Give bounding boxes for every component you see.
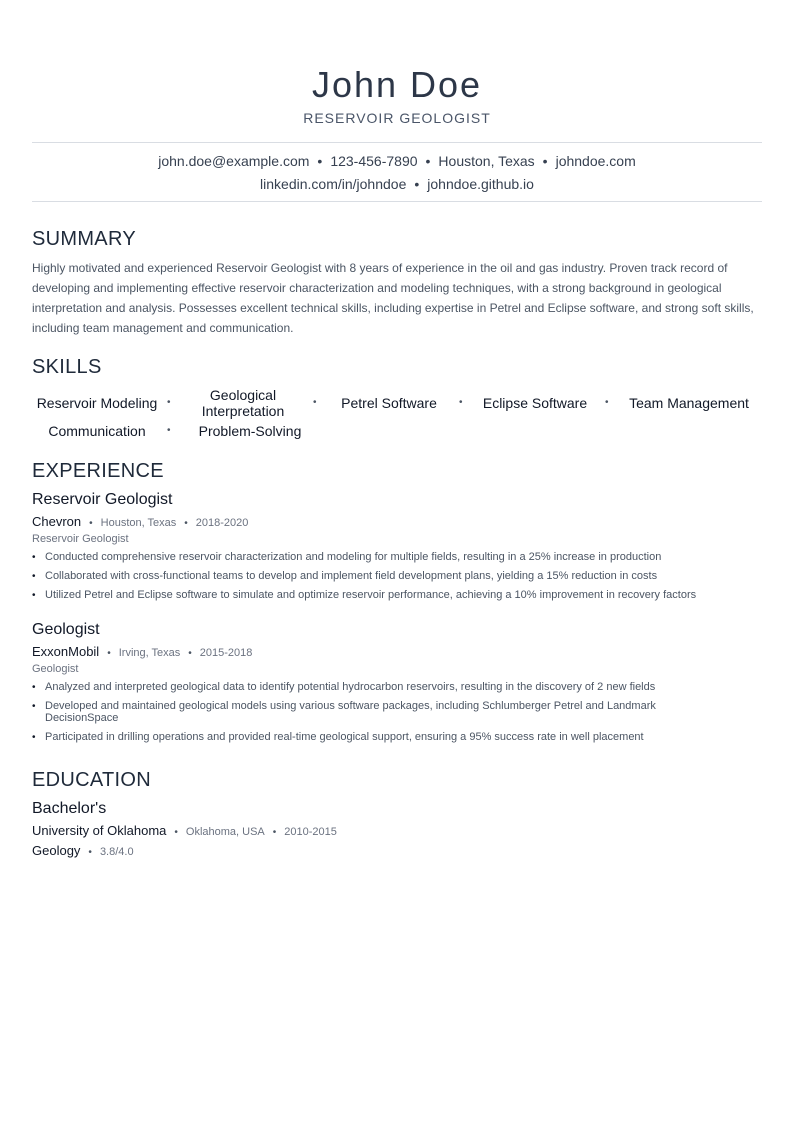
job-role: Geologist <box>32 663 79 675</box>
skill-separator: • <box>313 397 317 408</box>
contact-website[interactable]: johndoe.com <box>555 153 636 169</box>
list-item: • Collaborated with cross-functional teams to develop and implement field development plans, yielding a 15% reduction in costs <box>32 570 766 582</box>
job-dates: 2015-2018 <box>199 647 253 659</box>
contact-row-1 <box>0 153 794 169</box>
meta-separator: • <box>174 827 178 838</box>
experience-heading: EXPERIENCE <box>32 460 164 482</box>
contact-phone[interactable]: 123-456-7890 <box>330 153 418 169</box>
job-meta <box>32 644 252 659</box>
meta-separator: • <box>89 518 93 529</box>
summary-text: Highly motivated and experienced Reservoir Geologist with 8 years of experience in the oil and gas industry. Proven track record of developing and implementing effective reservoir characterization and modeling techniques, with a strong background in geological interpretation and analysis. Possesses excellent technical skills, including expertise in Petrel and Eclipse software, and strong soft skills, including team management and communication. <box>32 261 754 335</box>
summary-heading: SUMMARY <box>32 228 136 250</box>
meta-separator: • <box>272 827 277 838</box>
skill-separator: • <box>167 425 171 436</box>
list-item: • Developed and maintained geological models using various software packages, including Schlumberger Petrel and Landmark DecisionSpace <box>32 700 732 724</box>
list-item: • Analyzed and interpreted geological data to identify potential hydrocarbon reservoirs, resulting in the discovery of 2 new fields <box>32 681 732 693</box>
skills-heading: SKILLS <box>32 356 102 378</box>
list-item: • Participated in drilling operations and provided real-time geological support, ensuring a 95% success rate in well placement <box>32 731 732 743</box>
divider-top <box>32 142 762 143</box>
job-role: Reservoir Geologist <box>32 533 129 545</box>
job-bullets <box>32 551 766 608</box>
divider-bottom <box>32 201 762 202</box>
candidate-name: John Doe <box>311 64 483 105</box>
contact-row-2 <box>0 176 794 192</box>
degree: Bachelor's <box>32 800 107 817</box>
skill-item: Problem-Solving <box>198 423 302 439</box>
job-location: Houston, Texas <box>100 517 177 529</box>
job-bullets <box>32 681 732 750</box>
contact-github[interactable]: johndoe.github.io <box>427 176 534 192</box>
school-location: Oklahoma, USA <box>185 826 265 838</box>
contact-separator: • <box>414 176 420 192</box>
meta-separator: • <box>188 648 192 659</box>
skill-item: Reservoir Modeling <box>36 395 158 411</box>
skill-separator: • <box>605 397 609 408</box>
job-title: Reservoir Geologist <box>32 491 173 508</box>
education-dates: 2010-2015 <box>284 826 337 838</box>
school: University of Oklahoma <box>32 823 167 838</box>
meta-separator: • <box>184 518 188 529</box>
skill-separator: • <box>459 397 463 408</box>
contact-separator: • <box>425 153 431 169</box>
skill-item: Eclipse Software <box>482 395 588 411</box>
skill-item: Geological Interpretation <box>201 387 285 419</box>
field-of-study: Geology <box>32 843 81 858</box>
contact-separator: • <box>317 153 323 169</box>
contact-location: Houston, Texas <box>438 153 535 169</box>
list-item: • Utilized Petrel and Eclipse software to simulate and optimize reservoir performance, achieving a 10% improvement in recovery factors <box>32 589 766 601</box>
job-company: Chevron <box>32 514 82 529</box>
job-title: Geologist <box>32 621 100 638</box>
meta-separator: • <box>88 847 92 858</box>
skill-item: Petrel Software <box>341 395 437 411</box>
skill-separator: • <box>167 397 171 408</box>
job-meta <box>32 514 248 529</box>
education-meta <box>32 823 337 838</box>
candidate-title: RESERVOIR GEOLOGIST <box>303 110 491 126</box>
education-field-row <box>32 843 134 858</box>
contact-email[interactable]: john.doe@example.com <box>158 153 310 169</box>
job-dates: 2018-2020 <box>195 517 249 529</box>
job-location: Irving, Texas <box>118 647 181 659</box>
gpa: 3.8/4.0 <box>99 846 134 858</box>
skill-item: Team Management <box>629 395 749 411</box>
skill-item: Communication <box>48 423 146 439</box>
contact-separator: • <box>542 153 548 169</box>
list-item: • Conducted comprehensive reservoir characterization and modeling for multiple fields, resulting in a 25% increase in production <box>32 551 766 563</box>
education-heading: EDUCATION <box>32 769 151 791</box>
meta-separator: • <box>107 648 111 659</box>
job-company: ExxonMobil <box>32 644 100 659</box>
contact-linkedin[interactable]: linkedin.com/in/johndoe <box>260 176 407 192</box>
